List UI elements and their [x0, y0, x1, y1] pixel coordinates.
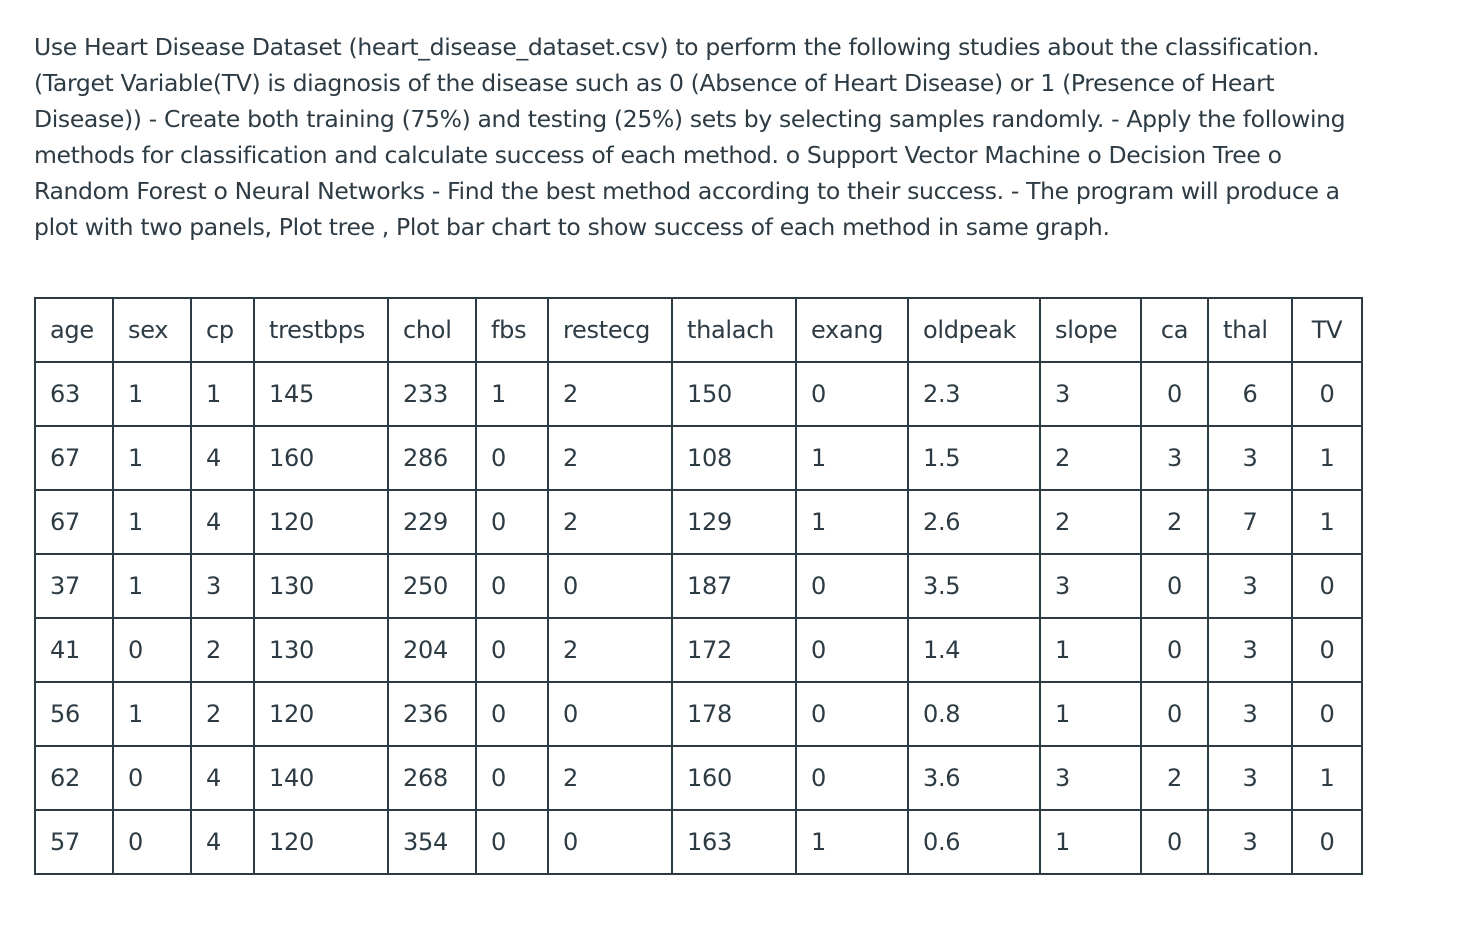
- table-cell-ca: 0: [1141, 618, 1208, 682]
- table-cell-thalach: 178: [672, 682, 796, 746]
- table-cell-thal: 7: [1208, 490, 1292, 554]
- table-cell-thal: 3: [1208, 810, 1292, 874]
- table-cell-restecg: 0: [548, 554, 672, 618]
- table-cell-sex: 1: [113, 554, 191, 618]
- table-cell-slope: 2: [1040, 490, 1141, 554]
- table-cell-slope: 1: [1040, 682, 1141, 746]
- table-cell-slope: 1: [1040, 618, 1141, 682]
- table-cell-sex: 1: [113, 682, 191, 746]
- table-cell-oldpeak: 3.6: [908, 746, 1040, 810]
- table-cell-sex: 0: [113, 810, 191, 874]
- table-cell-fbs: 0: [476, 490, 548, 554]
- table-cell-cp: 2: [191, 682, 254, 746]
- table-cell-fbs: 0: [476, 746, 548, 810]
- table-cell-age: 67: [35, 426, 113, 490]
- table-row: [35, 682, 1362, 746]
- table-cell-cp: 4: [191, 746, 254, 810]
- table-cell-exang: 0: [796, 746, 908, 810]
- table-cell-restecg: 2: [548, 426, 672, 490]
- table-cell-cp: 4: [191, 810, 254, 874]
- table-row: [35, 490, 1362, 554]
- table-cell-sex: 1: [113, 426, 191, 490]
- table-cell-restecg: 2: [548, 362, 672, 426]
- table-cell-exang: 0: [796, 362, 908, 426]
- table-cell-chol: 286: [388, 426, 476, 490]
- table-cell-sex: 1: [113, 490, 191, 554]
- table-cell-tv: 0: [1292, 682, 1362, 746]
- table-cell-age: 67: [35, 490, 113, 554]
- table-cell-exang: 1: [796, 426, 908, 490]
- table-cell-slope: 3: [1040, 746, 1141, 810]
- table-cell-chol: 229: [388, 490, 476, 554]
- column-header-age: age: [35, 298, 113, 362]
- table-cell-slope: 2: [1040, 426, 1141, 490]
- table-cell-restecg: 0: [548, 810, 672, 874]
- table-cell-cp: 4: [191, 426, 254, 490]
- table-cell-restecg: 0: [548, 682, 672, 746]
- table-cell-ca: 0: [1141, 682, 1208, 746]
- table-row: [35, 746, 1362, 810]
- table-cell-ca: 3: [1141, 426, 1208, 490]
- table-cell-oldpeak: 1.5: [908, 426, 1040, 490]
- table-cell-oldpeak: 3.5: [908, 554, 1040, 618]
- table-cell-cp: 3: [191, 554, 254, 618]
- table-row: [35, 426, 1362, 490]
- table-row: [35, 618, 1362, 682]
- table-cell-sex: 1: [113, 362, 191, 426]
- table-cell-restecg: 2: [548, 618, 672, 682]
- table-cell-tv: 0: [1292, 618, 1362, 682]
- column-header-sex: sex: [113, 298, 191, 362]
- table-cell-age: 62: [35, 746, 113, 810]
- table-cell-fbs: 0: [476, 618, 548, 682]
- table-cell-slope: 3: [1040, 362, 1141, 426]
- table-cell-fbs: 0: [476, 810, 548, 874]
- table-cell-tv: 1: [1292, 490, 1362, 554]
- table-cell-oldpeak: 0.8: [908, 682, 1040, 746]
- table-cell-ca: 0: [1141, 554, 1208, 618]
- table-cell-trestbps: 120: [254, 810, 388, 874]
- column-header-slope: slope: [1040, 298, 1141, 362]
- table-cell-thal: 3: [1208, 554, 1292, 618]
- column-header-restecg: restecg: [548, 298, 672, 362]
- table-cell-cp: 2: [191, 618, 254, 682]
- column-header-thalach: thalach: [672, 298, 796, 362]
- table-cell-trestbps: 120: [254, 682, 388, 746]
- table-cell-thalach: 108: [672, 426, 796, 490]
- table-cell-chol: 236: [388, 682, 476, 746]
- table-cell-oldpeak: 1.4: [908, 618, 1040, 682]
- table-cell-exang: 1: [796, 810, 908, 874]
- table-cell-fbs: 0: [476, 426, 548, 490]
- table-cell-trestbps: 140: [254, 746, 388, 810]
- table-cell-thalach: 129: [672, 490, 796, 554]
- column-header-exang: exang: [796, 298, 908, 362]
- table-cell-age: 63: [35, 362, 113, 426]
- table-cell-thalach: 160: [672, 746, 796, 810]
- table-cell-thal: 3: [1208, 746, 1292, 810]
- table-cell-chol: 250: [388, 554, 476, 618]
- table-cell-fbs: 0: [476, 682, 548, 746]
- table-cell-tv: 0: [1292, 810, 1362, 874]
- column-header-ca: ca: [1141, 298, 1208, 362]
- table-cell-exang: 0: [796, 682, 908, 746]
- table-cell-sex: 0: [113, 618, 191, 682]
- table-cell-ca: 2: [1141, 746, 1208, 810]
- table-cell-thal: 3: [1208, 426, 1292, 490]
- table-header-row: [35, 298, 1362, 362]
- table-cell-slope: 1: [1040, 810, 1141, 874]
- table-cell-chol: 204: [388, 618, 476, 682]
- table-cell-thal: 6: [1208, 362, 1292, 426]
- column-header-cp: cp: [191, 298, 254, 362]
- table-cell-fbs: 1: [476, 362, 548, 426]
- table-cell-chol: 233: [388, 362, 476, 426]
- table-cell-age: 41: [35, 618, 113, 682]
- table-cell-ca: 0: [1141, 810, 1208, 874]
- table-cell-age: 37: [35, 554, 113, 618]
- table-cell-ca: 0: [1141, 362, 1208, 426]
- table-cell-trestbps: 130: [254, 618, 388, 682]
- table-cell-thal: 3: [1208, 618, 1292, 682]
- table-cell-oldpeak: 2.3: [908, 362, 1040, 426]
- table-cell-chol: 268: [388, 746, 476, 810]
- table-cell-age: 56: [35, 682, 113, 746]
- table-cell-oldpeak: 0.6: [908, 810, 1040, 874]
- column-header-fbs: fbs: [476, 298, 548, 362]
- table-cell-exang: 0: [796, 554, 908, 618]
- table-cell-thalach: 187: [672, 554, 796, 618]
- table-cell-ca: 2: [1141, 490, 1208, 554]
- table-cell-thalach: 172: [672, 618, 796, 682]
- column-header-tv: TV: [1292, 298, 1362, 362]
- table-cell-oldpeak: 2.6: [908, 490, 1040, 554]
- table-cell-tv: 1: [1292, 426, 1362, 490]
- table-cell-age: 57: [35, 810, 113, 874]
- table-cell-exang: 1: [796, 490, 908, 554]
- table-cell-chol: 354: [388, 810, 476, 874]
- table-cell-thal: 3: [1208, 682, 1292, 746]
- column-header-trestbps: trestbps: [254, 298, 388, 362]
- table-cell-trestbps: 145: [254, 362, 388, 426]
- table-cell-trestbps: 160: [254, 426, 388, 490]
- table-cell-trestbps: 120: [254, 490, 388, 554]
- column-header-oldpeak: oldpeak: [908, 298, 1040, 362]
- column-header-chol: chol: [388, 298, 476, 362]
- table-cell-trestbps: 130: [254, 554, 388, 618]
- table-cell-exang: 0: [796, 618, 908, 682]
- table-cell-tv: 1: [1292, 746, 1362, 810]
- table-cell-sex: 0: [113, 746, 191, 810]
- table-cell-cp: 4: [191, 490, 254, 554]
- table-cell-thalach: 163: [672, 810, 796, 874]
- table-row: [35, 362, 1362, 426]
- table-cell-fbs: 0: [476, 554, 548, 618]
- table-cell-tv: 0: [1292, 362, 1362, 426]
- heart-disease-data-table: [34, 297, 1363, 875]
- table-cell-thalach: 150: [672, 362, 796, 426]
- table-cell-slope: 3: [1040, 554, 1141, 618]
- table-cell-cp: 1: [191, 362, 254, 426]
- table-cell-tv: 0: [1292, 554, 1362, 618]
- column-header-thal: thal: [1208, 298, 1292, 362]
- table-row: [35, 554, 1362, 618]
- assignment-description: Use Heart Disease Dataset (heart_disease_dataset.csv) to perform the following studies about the classification. (Target Variable(TV) is diagnosis of the disease such as 0 (Absence of Heart Disease) or 1 (Presence of Heart Disease)) - Create both training (75%) and testing (25%) sets by selecting samples randomly. - Apply the following methods for classification and calculate success of each method. o Support Vector Machine o Decision Tree o Random Forest o Neural Networks - Find the best method according to their success. - The program will produce a plot with two panels, Plot tree , Plot bar chart to show success of each method in same graph.: [34, 33, 1346, 241]
- table-cell-restecg: 2: [548, 746, 672, 810]
- table-cell-restecg: 2: [548, 490, 672, 554]
- table-row: [35, 810, 1362, 874]
